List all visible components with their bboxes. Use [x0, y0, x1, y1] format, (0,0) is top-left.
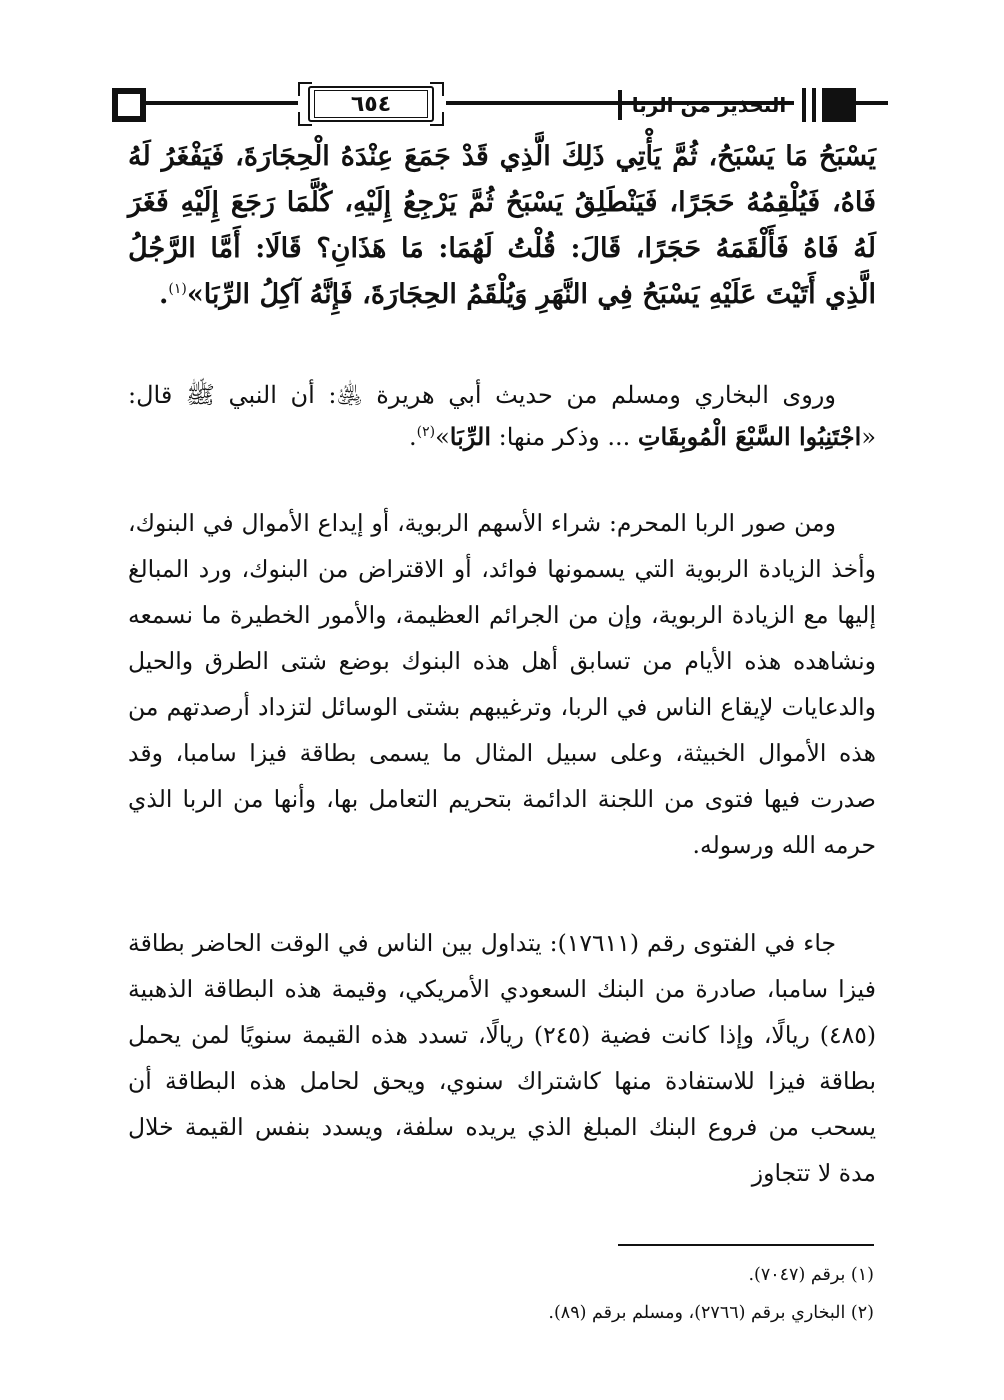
para1-riba-word: الرِّبَا — [449, 422, 491, 451]
hadith-text: يَسْبَحُ مَا يَسْبَحُ، ثُمَّ يَأْتِي ذَلِكَ الَّذِي قَدْ جَمَعَ عِنْدَهُ الْحِجَارَةَ، فَيَفْغَرُ لَهُ فَاهُ، فَيُلْقِمُهُ حَجَرًا، فَيَنْطَلِقُ يَسْبَحُ ثُمَّ يَرْجِعُ إِلَيْهِ، كُلَّمَا رَجَعَ إِلَيْهِ فَغَرَ لَهُ فَاهُ فَأَلْقَمَهُ حَجَرًا، قَالَ: قُلْتُ لَهُمَا: مَا هَذَانِ؟ قَالَا: أَمَّا الرَّجُلُ الَّذِي أَتَيْتَ عَلَيْهِ يَسْبَحُ فِي النَّهَرِ وَيُلْقَمُ الحِجَارَةَ، فَإِنَّهُ آكِلُ الرِّبَا» — [128, 141, 876, 310]
header-rule-left — [170, 101, 298, 105]
header-bar-ornament — [812, 88, 816, 122]
footnotes — [128, 1256, 874, 1332]
para1-hadith-quote: اجْتَنِبُوا السَّبْعَ الْمُوبِقَاتِ — [637, 422, 862, 451]
para1-text-b: ... وذكر منها: — [491, 423, 638, 451]
hadith-continuation — [128, 134, 876, 318]
footnote-ref-1: (١) — [168, 281, 187, 297]
page-number-frame — [298, 82, 444, 126]
para2-text: ومن صور الربا المحرم: شراء الأسهم الربوية، أو إيداع الأموال في البنوك، وأخذ الزيادة الربوية التي يسمونها فوائد، أو الاقتراض من البنوك، ورد المبالغ إليها مع الزيادة الربوية، وإن من الجرائم العظيمة، والأمور الخطيرة ما نسمعه ونشاهده هذه الأيام من تسابق أهل هذه البنوك بوضع شتى الطرق والحيل والدعايات لإيقاع الناس في الربا، وترغيبهم بشتى الوسائل لتزداد أرصدتهم من هذه الأموال الخبيثة، وعلى سبيل المثال ما يسمى بطاقة فيزا سامبا، وقد صدرت فيها فتوى من اللجنة الدائمة بتحريم التعامل بها، وأنها من الربا الذي حرمه الله ورسوله. — [128, 509, 876, 859]
para1-end-mark: . — [408, 423, 417, 451]
paragraph-bukhari-muslim — [128, 374, 876, 458]
footnote-1: (١) برقم (٧٠٤٧). — [748, 1265, 874, 1285]
footnote-2: (٢) البخاري برقم (٢٧٦٦)، ومسلم برقم (٨٩). — [548, 1303, 874, 1323]
page-number: ٦٥٤ — [314, 90, 428, 118]
para1-text-c: » — [435, 423, 450, 451]
header-left-square-ornament — [112, 88, 146, 122]
header-rule-segment — [146, 101, 170, 105]
running-title: التحذير من الربا — [624, 86, 794, 124]
para3-text: جاء في الفتوى رقم (١٧٦١١): يتداول بين الناس في الوقت الحاضر بطاقة فيزا سامبا، صادرة من البنك السعودي الأمريكي، وقيمة هذه البطاقة الذهبية (٤٨٥) ريالًا، وإذا كانت فضية (٢٤٥) ريالًا، تسدد هذه القيمة سنويًا لمن يحمل بطاقة فيزا للاستفادة منها كاشتراك سنوي، ويحق لحامل هذه البطاقة أن يسحب من فروع البنك المبلغ الذي يريده سلفة، ويسدد بنفس القيمة خلال مدة لا تتجاوز — [128, 929, 876, 1187]
header-rule-right — [856, 101, 888, 105]
running-header — [112, 82, 894, 128]
header-right-block-ornament — [822, 88, 856, 122]
hadith-end-mark: . — [158, 279, 169, 310]
paragraph-fatwa — [128, 920, 876, 1196]
para1-text-a: وروى البخاري ومسلم من حديث أبي هريرة ﵁: أن النبي ﷺ قال: « — [128, 381, 876, 451]
footnote-separator — [618, 1244, 874, 1246]
header-bar-ornament — [802, 88, 806, 122]
footnote-ref-2: (٢) — [416, 424, 436, 440]
paragraph-forms-of-riba — [128, 500, 876, 868]
